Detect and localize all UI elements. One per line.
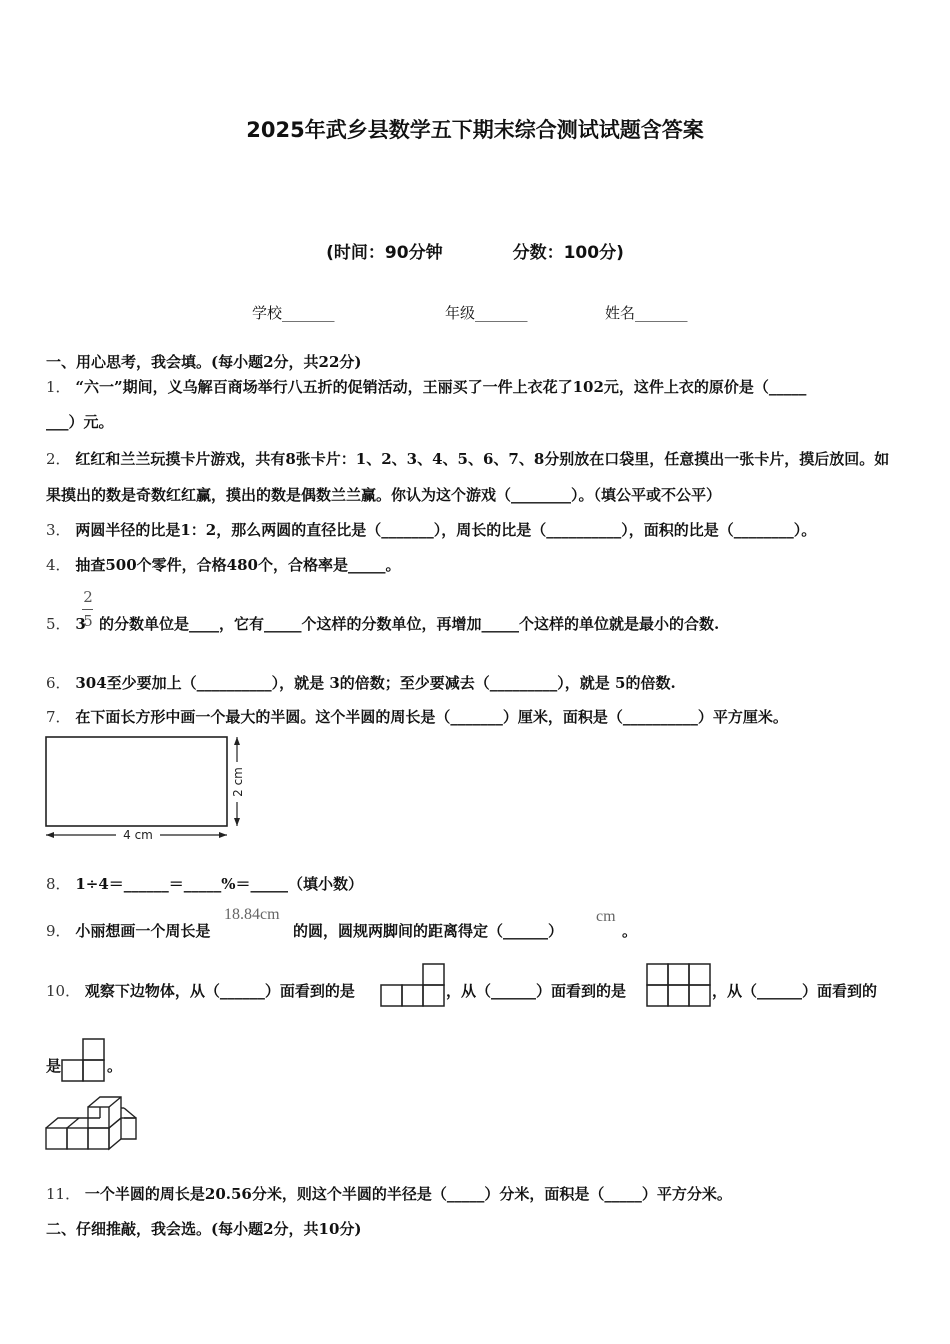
question-1-cont: ___）元。 [46, 413, 114, 431]
question-number: 5． [46, 615, 71, 633]
question-number: 8． [46, 875, 71, 893]
question-8 [46, 874, 363, 894]
page-title: 2025年武乡县数学五下期末综合测试试题含答案 [246, 118, 704, 142]
view-2-diagram [645, 962, 712, 1007]
section-heading-2: 二、仔细推敲，我会选。(每小题2分，共10分) [46, 1220, 362, 1238]
exam-time: (时间：90分钟 [326, 243, 443, 263]
stacked-cubes-diagram [44, 1094, 140, 1154]
arrow-up-icon [234, 737, 240, 745]
question-10-c: ，从（______）面看到的 [712, 982, 878, 1000]
school-field: 学校_______ [252, 304, 335, 322]
name-field: 姓名_______ [605, 304, 688, 322]
unit-cm: cm [596, 908, 616, 925]
question-text: 的分数单位是____，它有_____个这样的分数单位，再增加_____个这样的单位就是最小的合数. [99, 615, 720, 633]
fraction-denominator: 5 [83, 612, 93, 630]
exam-score: 分数：100分) [512, 243, 624, 263]
question-7 [46, 707, 788, 727]
question-text: 1÷4＝______＝_____%＝_____（填小数） [75, 875, 364, 893]
question-number: 6． [46, 674, 71, 692]
question-2-cont: 果摸出的数是奇数红红赢，摸出的数是偶数兰兰赢。你认为这个游戏（________）。（填公平或不公平） [46, 486, 722, 504]
question-text: 小丽想画一个周长是 [75, 922, 211, 940]
question-number: 1． [46, 378, 71, 396]
question-4 [46, 555, 400, 575]
question-number: 4． [46, 556, 71, 574]
arrow-right-icon [219, 832, 227, 838]
question-2 [46, 449, 889, 469]
question-6 [46, 673, 676, 693]
exam-meta [0, 238, 950, 263]
question-text: 观察下边物体，从（______）面看到的是 [84, 982, 355, 1000]
question-text: 304至少要加上（__________），就是 3的倍数；至少要减去（_________），就是 5的倍数. [75, 674, 676, 692]
question-text: 在下面长方形中画一个最大的半圆。这个半圆的周长是（_______）厘米，面积是（__________）平方厘米。 [75, 708, 788, 726]
question-text: “六一”期间，义乌解百商场举行八五折的促销活动，王丽买了一件上衣花了102元，这件上衣的原价是（_____ [75, 378, 807, 396]
question-number: 7． [46, 708, 71, 726]
question-number: 9． [46, 922, 71, 940]
view-1-diagram [380, 962, 446, 1007]
rectangle-diagram [40, 732, 260, 847]
question-10-e: 。 [107, 1057, 123, 1075]
arrow-left-icon [46, 832, 54, 838]
mixed-number-whole: 3 [75, 615, 86, 633]
width-label: 4 cm [123, 828, 153, 842]
question-3 [46, 520, 816, 540]
question-number: 10． [46, 982, 81, 1000]
question-5 [46, 614, 86, 634]
question-number: 2． [46, 450, 71, 468]
arrow-down-icon [234, 818, 240, 826]
question-1 [46, 377, 806, 397]
question-9-end: 。 [622, 922, 638, 940]
circumference-value: 18.84cm [224, 906, 280, 923]
question-10-d: 是 [46, 1057, 62, 1075]
question-text: 抽查500个零件，合格480个，合格率是_____。 [75, 556, 401, 574]
question-number: 3． [46, 521, 71, 539]
question-10-b: ，从（______）面看到的是 [446, 982, 627, 1000]
view-3-diagram [61, 1037, 107, 1083]
fraction-numerator: 2 [83, 588, 93, 606]
rectangle-shape [46, 737, 227, 826]
question-text: 红红和兰兰玩摸卡片游戏，共有8张卡片：1、2、3、4、5、6、7、8分别放在口袋里，任意摸出一张卡片，摸后放回。如 [75, 450, 890, 468]
question-9-cont: 的圆，圆规两脚间的距离得定（______） [293, 922, 564, 940]
question-text: 一个半圆的周长是20.56分米，则这个半圆的半径是（_____）分米，面积是（_____）平方分米。 [84, 1185, 732, 1203]
fraction-bar [82, 609, 93, 610]
question-number: 11． [46, 1185, 81, 1203]
grade-field: 年级_______ [445, 304, 528, 322]
question-text: 两圆半径的比是1：2，那么两圆的直径比是（_______），周长的比是（__________），面积的比是（________）。 [75, 521, 817, 539]
question-9 [46, 921, 210, 941]
question-10 [46, 981, 355, 1001]
section-heading-1: 一、用心思考，我会填。(每小题2分，共22分) [46, 353, 362, 371]
height-label: 2 cm [231, 767, 245, 797]
question-11 [46, 1184, 732, 1204]
